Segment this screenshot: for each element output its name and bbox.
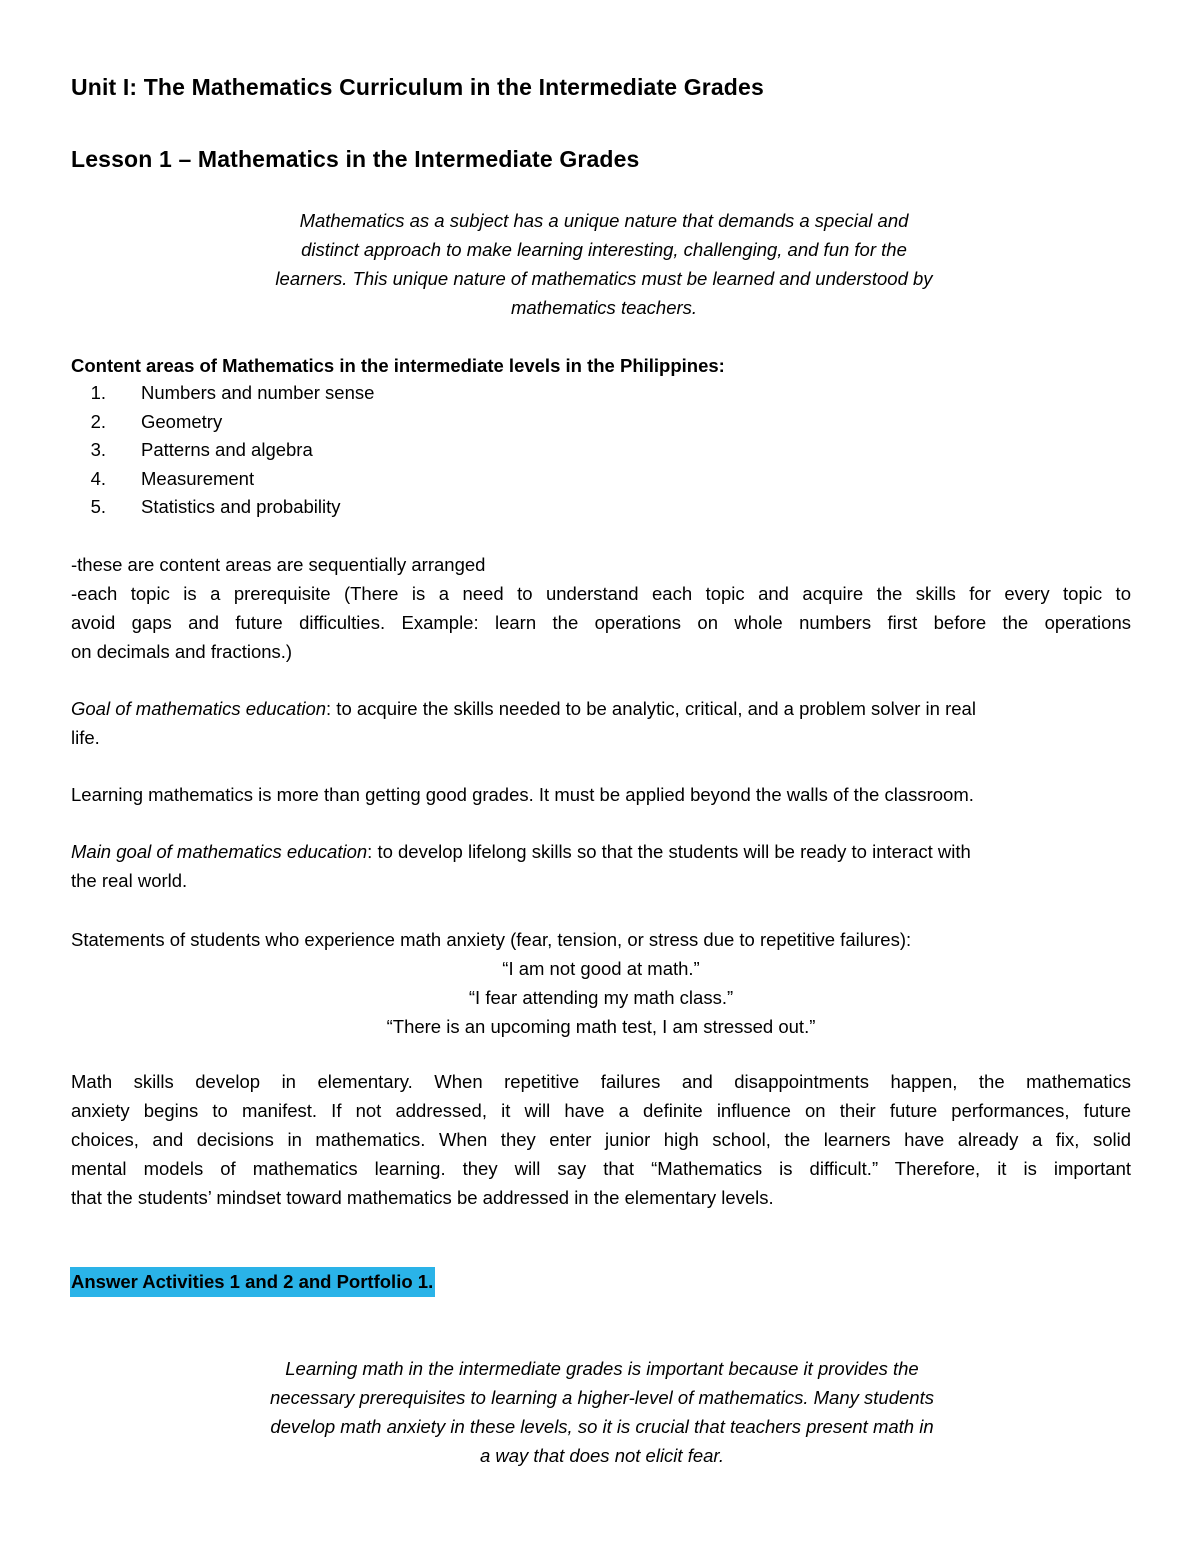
main-goal-text: : to develop lifelong skills so that the students will be ready to interact with xyxy=(367,841,971,862)
intro-quote xyxy=(209,206,999,322)
list-item: 4. Measurement xyxy=(90,467,255,489)
list-item: 3. Patterns and algebra xyxy=(90,439,313,461)
intro-line: learners. This unique nature of mathematics must be learned and understood by xyxy=(275,268,933,289)
quote-line: “I fear attending my math class.” xyxy=(468,987,734,1008)
anxiety-quotes xyxy=(71,954,1131,1041)
paragraph-line: mental models of mathematics learning. they will say that “Mathematics is difficult.” Therefore, it is important xyxy=(71,1158,1131,1179)
paragraph-line: choices, and decisions in mathematics. When they enter junior high school, the learners have already a fix, solid xyxy=(71,1129,1131,1150)
list-item: 1. Numbers and number sense xyxy=(90,382,375,403)
closing-line: a way that does not elicit fear. xyxy=(479,1445,725,1466)
paragraph-line: anxiety begins to manifest. If not addressed, it will have a definite influence on their future performances, future xyxy=(71,1100,1131,1121)
note-line: on decimals and fractions.) xyxy=(71,641,293,662)
quote-line: “There is an upcoming math test, I am stressed out.” xyxy=(386,1016,816,1037)
main-goal-label: Main goal of mathematics education xyxy=(71,841,368,862)
activity-prompt: Answer Activities 1 and 2 and Portfolio 1. xyxy=(70,1267,435,1297)
closing-line: Learning math in the intermediate grades is important because it provides the xyxy=(285,1358,919,1379)
note-line: avoid gaps and future difficulties. Example: learn the operations on whole numbers first before the operations xyxy=(71,612,1131,633)
notes-paragraph xyxy=(71,550,1131,666)
goal-paragraph xyxy=(71,694,1131,752)
goal-label: Goal of mathematics education xyxy=(71,698,327,719)
unit-title: Unit I: The Mathematics Curriculum in the Intermediate Grades xyxy=(71,74,764,100)
quote-line: “I am not good at math.” xyxy=(502,958,700,979)
main-goal-text-cont: the real world. xyxy=(71,870,188,891)
intro-line: Mathematics as a subject has a unique nature that demands a special and xyxy=(299,210,909,231)
main-goal-paragraph xyxy=(71,837,1131,895)
closing-line: develop math anxiety in these levels, so it is crucial that teachers present math in xyxy=(270,1416,934,1437)
list-item: 2. Geometry xyxy=(90,410,223,432)
note-line: -these are content areas are sequentially arranged xyxy=(71,554,486,575)
closing-line: necessary prerequisites to learning a higher-level of mathematics. Many students xyxy=(270,1387,934,1408)
content-areas-heading: Content areas of Mathematics in the intermediate levels in the Philippines: xyxy=(71,355,725,376)
goal-text-cont: life. xyxy=(71,727,100,748)
paragraph-line: Math skills develop in elementary. When repetitive failures and disappointments happen, the mathematics xyxy=(71,1071,1131,1092)
paragraph-line: that the students’ mindset toward mathematics be addressed in the elementary levels. xyxy=(71,1187,774,1208)
lesson-title: Lesson 1 – Mathematics in the Intermediate Grades xyxy=(71,146,640,172)
content-areas-list xyxy=(71,378,374,521)
learning-statement: Learning mathematics is more than getting good grades. It must be applied beyond the walls of the classroom. xyxy=(71,784,974,805)
note-line: -each topic is a prerequisite (There is a need to understand each topic and acquire the skills for every topic to xyxy=(71,583,1131,604)
closing-quote xyxy=(205,1354,999,1470)
intro-line: mathematics teachers. xyxy=(510,297,698,318)
skills-paragraph xyxy=(71,1067,1131,1212)
anxiety-heading: Statements of students who experience math anxiety (fear, tension, or stress due to repetitive failures): xyxy=(71,929,912,950)
goal-text: : to acquire the skills needed to be analytic, critical, and a problem solver in real xyxy=(326,698,976,719)
intro-line: distinct approach to make learning interesting, challenging, and fun for the xyxy=(301,239,907,260)
list-item: 5. Statistics and probability xyxy=(90,496,341,518)
